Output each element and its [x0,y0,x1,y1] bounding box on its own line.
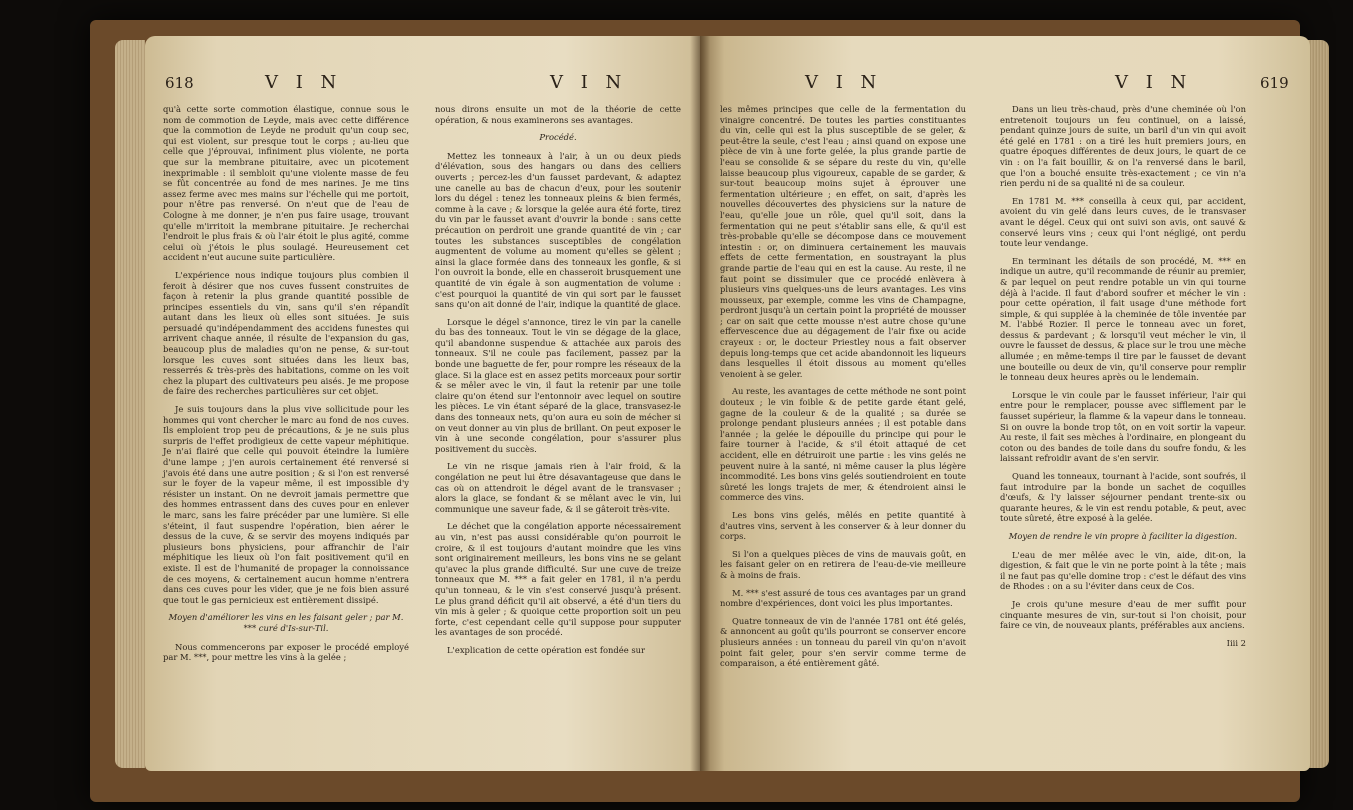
page-number-left: 618 [165,74,194,92]
paragraph: qu'à cette sorte commotion élastique, connue sous le nom de commotion de Leyde, mais avec cette différence que la commotion de Leyde ne produit qu'un coup sec, qui est violent, sur presque tout le corps ; au-lieu que celle que j'éprouvai, infiniment plus violente, ne porta que sur la membrane pituitaire, avec un picotement inexprimable : il sembloit qu'une violente masse de feu se fût concentrée au fond de mes narines. Je me tins assez ferme avec mes mains sur l'échelle qui me portoit, pour n'être pas renversé. On n'eut que de l'eau de Cologne à me donner, je n'en pus faire usage, trouvant qu'elle m'irritoit la membrane pituitaire. Je recherchai l'endroit le plus frais & où l'air étoit le plus agité, comme celui où j'étois le plus soulagé. Heureusement cet accident n'eut aucune suite particulière. [163,104,409,263]
paragraph: Lorsque le dégel s'annonce, tirez le vin par la canelle du bas des tonneaux. Tout le vin se dégage de la glace, qu'il abandonne suspendue & attachée aux parois des tonneaux. S'il ne coule pas facilement, passez par la bonde une baguette de fer, pour rompre les réseaux de la glace. Si la glace est en assez petits morceaux pour sortir & se mêler avec le vin, il faut la retenir par une toile claire qu'on étend sur l'entonnoir avec lequel on soutire les pièces. Le vin étant séparé de la glace, transvasez-le dans des tonneaux nets, qu'on aura eu soin de mécher si on veut donner au vin plus de brillant. On peut exposer le vin à une seconde congélation, pour s'assurer plus positivement du succès. [435,316,681,454]
book-gutter [690,36,710,771]
paragraph: L'expérience nous indique toujours plus combien il feroit à désirer que nos cuves fussent construites de façon à retenir la plus grande quantité possible de principes essentiels du vin, sans qu'il s'en répandît autant dans les lieux où elles sont situées. Je suis persuadé qu'indépendamment des accidens funestes qui arrivent chaque année, il résulte de l'expansion du gas, beaucoup plus de maladies qu'on ne pense, & sur-tout lorsque les cuves sont situées dans les lieux bas, resserrés & très-près des habitations, comme on les voit chez la plupart des cultivateurs peu aisés. Je me propose de faire des recherches particulières sur cet objet. [163,269,409,397]
running-head-left-2: V I N [550,72,628,93]
paragraph: Dans un lieu très-chaud, près d'une cheminée où l'on entretenoit toujours un feu continuel, on a laissé, pendant quinze jours de suite, un baril d'un vin qui avoit été gelé en 1781 : on a tiré les huit premiers jours, en quatre époques différentes de deux jours, le quart de ce vin : on l'a fait bouillir, & on l'a renversé dans le baril, que l'on a bouché ensuite très-exactement ; ce vin n'a rien perdu ni de sa qualité ni de sa couleur. [1000,104,1246,189]
running-head-left-1: V I N [265,72,343,93]
paragraph: nous dirons ensuite un mot de la théorie de cette opération, & nous examinerons ses avantages. [435,104,681,125]
right-column-2 [1000,104,1246,648]
left-page [145,36,745,771]
paragraph: Le vin ne risque jamais rien à l'air froid, & la congélation ne peut lui être désavantageuse que dans le cas où on attendroit le dégel avant de le transvaser ; alors la glace, se fondant & se mêlant avec le vin, lui communique une saveur fade, & il se gâteroit très-vite. [435,461,681,514]
page-edges-left [115,40,145,768]
paragraph: En terminant les détails de son procédé, M. *** en indique un autre, qu'il recommande de réunir au premier, & par lequel on peut rendre potable un vin qui tourne déjà à l'acide. Il faut d'abord soufrer et mécher le vin : pour cette opération, il fait usage d'une méthode fort simple, & qui supplée à la cheminée de tôle inventée par M. l'abbé Rozier. Il perce le tonneau avec un foret, dessus & pardevant ; & lorsqu'il veut mécher le vin, il ouvre le fausset de dessus, & place sur le trou une mèche allumée ; en même-temps il tire par le fausset de devant une bouteille ou deux de vin, qu'il conserve pour remplir le tonneau deux heures après ou le lendemain. [1000,255,1246,383]
section-heading: Moyen de rendre le vin propre à faciliter la digestion. [1008,530,1238,541]
paragraph: Quatre tonneaux de vin de l'année 1781 ont été gelés, & annoncent au goût qu'ils pourront se conserver encore plusieurs années : un tonneau du pareil vin qu'on n'avoit point fait geler, pour s'en servir comme terme de comparaison, a été entièrement gâté. [720,615,966,669]
paragraph: Mettez les tonneaux à l'air, à un ou deux pieds d'élévation, sous des hangars ou dans des celliers ouverts ; percez-les d'un fausset pardevant, & adaptez une canelle au bas de chacun d'eux, pour les soutenir lors du dégel : tenez les tonneaux pleins & bien fermés, comme à la cave ; & lorsque la gelée aura été forte, tirez du vin par le fausset avant d'ouvrir la bonde : sans cette précaution on perdroit une grande quantité de vin ; car toutes les substances susceptibles de congélation augmentent de volume au moment qu'elles se gèlent ; ainsi la glace formée dans des tonneaux les gonfle, & si l'on ouvroit la bonde, elle en chasseroit brusquement une quantité de vin égale à son augmentation de volume : c'est pourquoi la quantité de vin qui sort par le fausset sans qu'on ait donné de l'air, indique la quantité de glace. [435,150,681,310]
paragraph: Au reste, les avantages de cette méthode ne sont point douteux ; le vin foible & de petite garde étant gelé, gagne de la couleur & de la qualité ; sa durée se prolonge pendant plusieurs années ; il est potable dans l'année ; la gelée le dépouille du principe qui pour le faire tourner à l'acide, & s'il étoit attaqué de cet accident, elle en détruiroit une partie : les vins gelés ne peuvent nuire à la santé, ni même causer la plus légère incommodité. Les bons vins gelés soutiendroient en toute sûreté les longs trajets de mer, & étendroient ainsi le commerce des vins. [720,386,966,503]
left-page-header [145,70,745,96]
paragraph: Si l'on a quelques pièces de vins de mauvais goût, en les faisant geler on en retirera de l'eau-de-vie meilleure & à moins de frais. [720,548,966,580]
paragraph: Je crois qu'une mesure d'eau de mer suffit pour cinquante mesures de vin, sur-tout si l'on choisit, pour faire ce vin, de nouveaux plants, préférables aux anciens. [1000,598,1246,631]
paragraph: les mêmes principes que celle de la fermentation du vinaigre concentré. De toutes les parties constituantes du vin, celle qui est la plus susceptible de se geler, & peut-être la seule, c'est l'eau ; ainsi quand on expose une pièce de vin à une forte gelée, la plus grande partie de l'eau se consolide & se sépare du reste du vin, qu'elle laisse beaucoup plus vigoureux, capable de se garder, & sur-tout beaucoup moins sujet à éprouver une fermentation ultérieure ; en effet, on sait, d'après les nouvelles découvertes des physiciens sur la nature de l'eau, qu'elle joue un rôle, quel qu'il soit, dans la fermentation qui ne peut s'établir sans elle, & qu'il est très-probable qu'elle se décompose dans ce mouvement intestin : or, on diminuera certainement les mauvais effets de cette fermentation, en soustrayant la plus grande partie de l'eau qui en est la cause. Au reste, il ne faut point se dissimuler que ce procédé enlèvera à plusieurs vins quelques-uns de leurs avantages. Les vins mousseux, par exemple, comme les vins de Champagne, perdront jusqu'à un certain point la propriété de mousser ; car on sait que cette mousse n'est autre chose qu'une effervescence due au dégagement de l'air fixe ou acide crayeux : or, le docteur Priestley nous a fait observer depuis long-temps que cet acide abandonnoit les liqueurs dans lesquelles il étoit dissous au moment qu'elles venoient à se geler. [720,104,966,379]
right-page-header [700,70,1310,96]
paragraph: Les bons vins gelés, mêlés en petite quantité à d'autres vins, servent à les conserver & à leur donner du corps. [720,509,966,542]
paragraph: M. *** s'est assuré de tous ces avantages par un grand nombre d'expériences, dont voici les plus importantes. [720,587,966,609]
left-column-2 [435,104,681,663]
left-column-1 [163,104,409,670]
paragraph: Lorsque le vin coule par le fausset inférieur, l'air qui entre pour le remplacer, pousse avec sifflement par le fausset supérieur, la flamme & la vapeur dans le tonneau. Si on ouvre la bonde trop tôt, on en voit sortir la vapeur. Au reste, il fait ses mèches à l'ordinaire, en plongeant du coton ou des bandes de toile dans du soufre fondu, & les laissant refroidir avant de s'en servir. [1000,389,1246,464]
paragraph: Je suis toujours dans la plus vive sollicitude pour les hommes qui vont chercher le marc au fond de nos cuves. Ils emploient trop peu de précautions, & je ne suis plus surpris de l'effet prodigieux de cette vapeur méphitique. Je n'ai flairé que celle qui pouvoit éteindre la lumière d'une lampe ; j'en aurois certainement été renversé si j'avois été dans une autre position ; & si l'on est renversé sur le foyer de la vapeur même, il est impossible d'y résister un instant. On ne devroit jamais permettre que des hommes entrassent dans des cuves pour en enlever le marc, sans les faire précéder par une lumière. Si elle s'éteint, il faut suspendre l'opération, bien aérer le dessus de la cuve, & se servir des moyens indiqués par plusieurs bons physiciens, pour affranchir de l'air méphitique les lieux où l'on fait positivement qu'il en existe. Il est de l'humanité de propager la connoissance de ces moyens, & certainement aucun homme n'entrera dans ces cuves pour les vider, que je ne fois bien assuré que tout le gas pernicieux est entièrement dissipé. [163,404,409,605]
section-heading: Moyen d'améliorer les vins en les faisant geler ; par M. *** curé d'Is-sur-Til. [168,612,404,633]
signature-mark: Iiii 2 [1226,637,1246,648]
paragraph: En 1781 M. *** conseilla à ceux qui, par accident, avoient du vin gelé dans leurs cuves, de le transvaser avant le dégel. Ceux qui ont suivi son avis, ont sauvé & conservé leurs vins ; ceux qui l'ont négligé, ont perdu toute leur vendange. [1000,195,1246,249]
paragraph: L'explication de cette opération est fondée sur [447,644,646,655]
paragraph: Nous commencerons par exposer le procédé employé par M. ***, pour mettre les vins à la gelée ; [163,641,409,663]
right-page [700,36,1310,771]
right-column-1 [720,104,966,676]
running-head-right-2: V I N [1115,72,1193,93]
page-edges-right [1307,40,1329,768]
running-head-right-1: V I N [805,72,883,93]
paragraph: L'eau de mer mêlée avec le vin, aide, dit-on, la digestion, & fait que le vin ne porte point à la tête ; mais il ne faut pas qu'elle domine trop : c'est le défaut des vins de Rhodes : on a su l'éviter dans ceux de Cos. [1000,549,1246,592]
section-heading: Procédé. [539,132,577,143]
paragraph: Quand les tonneaux, tournant à l'acide, sont soufrés, il faut introduire par la bonde un sachet de coquilles d'œufs, & l'y laisser séjourner pendant trente-six ou quarante heures, & le vin est rendu potable, & peut, avec toute sûreté, être exposé à la gelée. [1000,471,1246,524]
paragraph: Le déchet que la congélation apporte nécessairement au vin, n'est pas aussi considérable qu'on pourroit le croire, & il est toujours d'autant moindre que les vins sont originairement meilleurs, les bons vins ne se gelant qu'avec la plus grande difficulté. Sur une cuve de treize tonneaux que M. *** a fait geler en 1781, il n'a perdu qu'un tonneau, & le vin s'est conservé jusqu'à présent. Le plus grand déficit qu'il ait observé, a été d'un tiers du vin mis à geler ; & quoique cette proportion soit un peu forte, c'est cependant celle qu'il suppose pour supputer les avantages de son procédé. [435,521,681,638]
page-number-right: 619 [1260,74,1289,92]
